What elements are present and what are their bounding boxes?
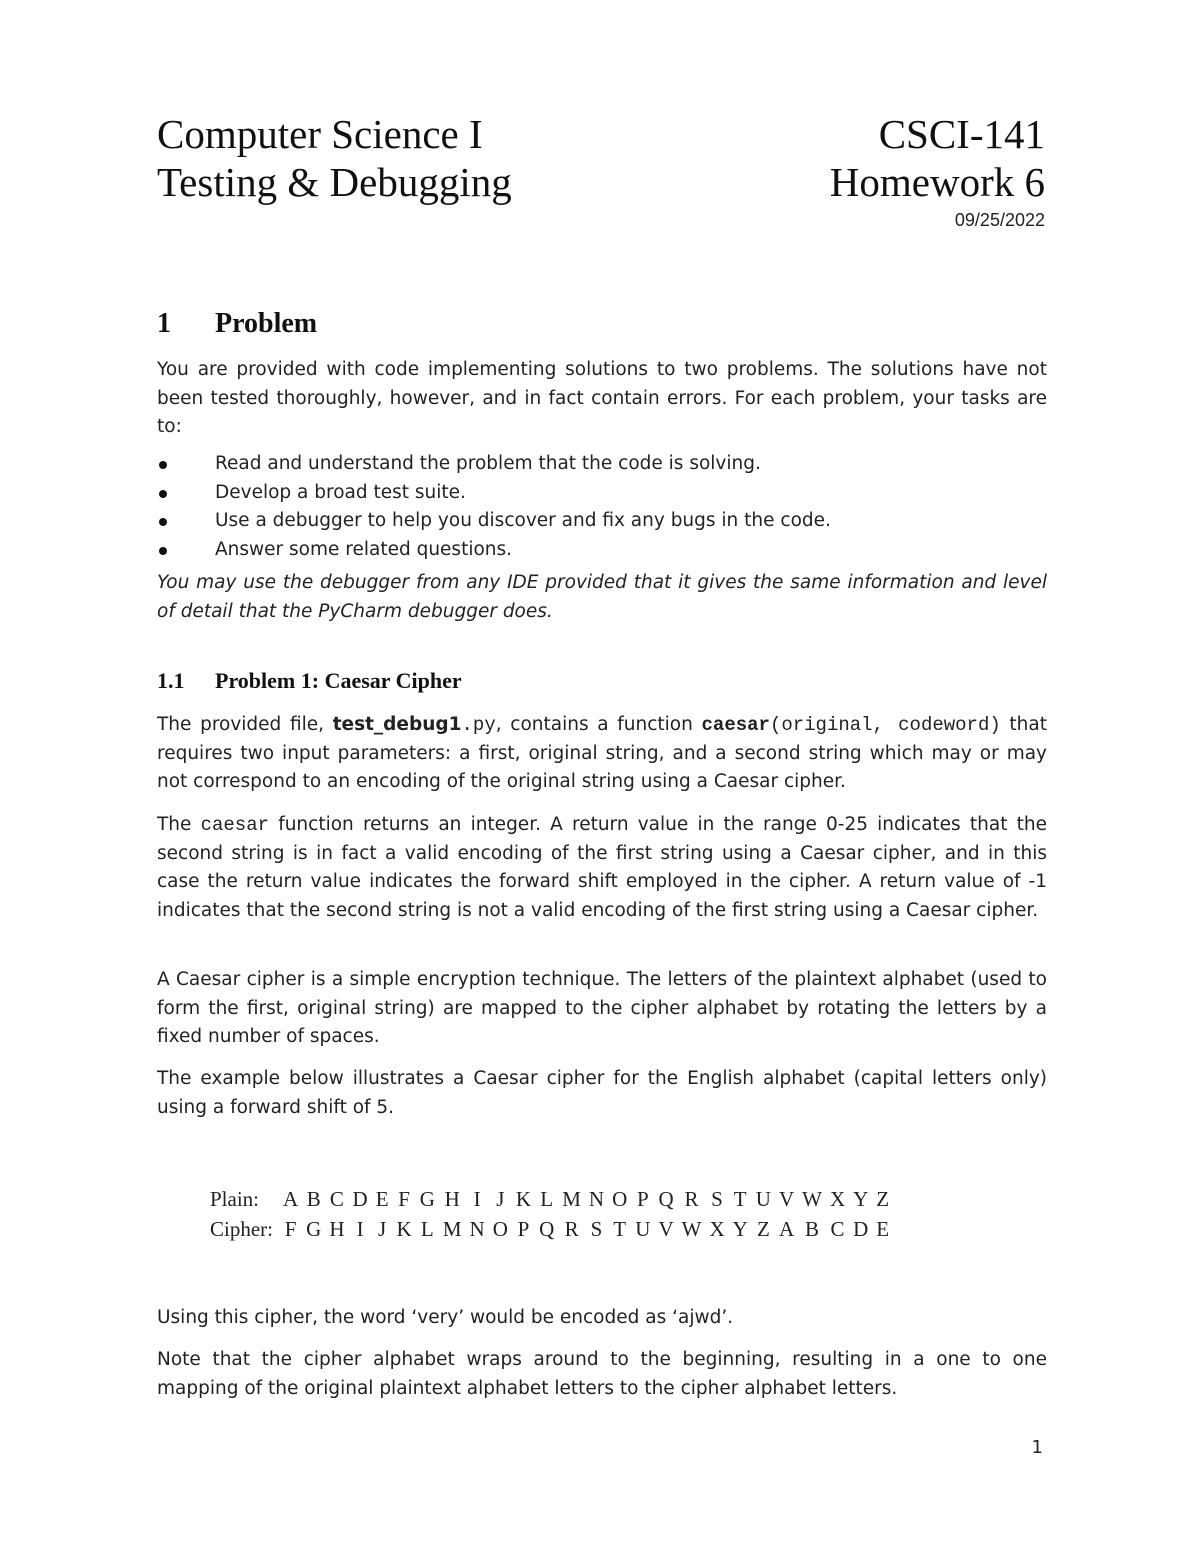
page-number: 1 [1031,1437,1043,1458]
plain-letter: X [829,1187,846,1211]
cipher-letter: T [613,1217,627,1241]
bullet-icon [159,461,167,469]
plain-letter: R [684,1187,699,1211]
plain-letter: Q [658,1187,674,1211]
course-code: CSCI-141 [878,111,1045,157]
cipher-letter: K [396,1217,412,1241]
list-item: Read and understand the problem that the code is solving. [157,450,1047,479]
caesar-paragraph-3: A Caesar cipher is a simple encryption technique. The letters of the plaintext alphabet (used to form the first, original string) are mapped to the cipher alphabet by rotating the letters by a fixed number of spaces. [157,969,1047,1047]
cipher-letter: R [564,1217,579,1241]
cipher-letter: B [805,1217,820,1241]
assignment-topic: Testing & Debugging [157,159,512,205]
cipher-letter: H [329,1217,345,1241]
plain-letter: V [778,1187,795,1211]
plain-letter: Y [853,1187,869,1211]
plain-letter: J [496,1187,505,1211]
plain-letter: B [306,1187,321,1211]
caesar-paragraph-6: Note that the cipher alphabet wraps around to the beginning, resulting in a one to one mapping of the original plaintext alphabet letters to the cipher alphabet letters. [157,1349,1047,1399]
cipher-row [210,1214,893,1244]
plain-letter: H [444,1187,460,1211]
assignment-name: Homework 6 [829,159,1045,205]
cipher-letter: I [356,1217,364,1241]
cipher-letter: F [284,1217,297,1241]
list-item: Develop a broad test suite. [157,479,1047,508]
caesar-paragraph-4: The example below illustrates a Caesar cipher for the English alphabet (capital letters only) using a forward shift of 5. [157,1068,1047,1118]
plain-letter: O [612,1187,628,1211]
task-list [157,450,1047,564]
course-title: Computer Science I [157,111,483,157]
plain-letter: T [733,1187,747,1211]
plain-label: Plain: [210,1187,260,1211]
plain-letter: W [802,1187,822,1211]
section-number: 1 [157,308,171,339]
cipher-letter: J [378,1217,387,1241]
cipher-letter: V [658,1217,674,1241]
plain-row [210,1184,893,1214]
plain-letter: C [329,1187,344,1211]
cipher-letter: L [420,1217,434,1241]
plain-letter: Z [876,1187,890,1211]
cipher-letter: M [442,1217,462,1241]
document-date: 09/25/2022 [954,210,1045,230]
plain-letter: D [352,1187,368,1211]
debugger-note: You may use the debugger from any IDE provided that it gives the same information and level of detail that the PyCharm debugger does. [157,572,1047,622]
plain-letter: P [637,1187,649,1211]
cipher-letter: Y [732,1217,748,1241]
plain-letter: U [755,1187,771,1211]
cipher-letter: A [778,1217,795,1241]
section-1-1-heading [157,668,462,694]
cipher-letter: E [876,1217,890,1241]
list-item: Use a debugger to help you discover and fix any bugs in the code. [157,507,1047,536]
cipher-letter: C [830,1217,845,1241]
plain-letter: E [375,1187,389,1211]
cipher-letter: U [635,1217,651,1241]
section-title: Problem [215,308,318,339]
caesar-paragraph-5: Using this cipher, the word ‘very’ would be encoded as ‘ajwd’. [157,1307,734,1328]
bullet-icon [159,490,167,498]
bullet-icon [159,547,167,555]
section-1-intro: You are provided with code implementing solutions to two problems. The solutions have not been tested thoroughly, however, and in fact contain errors. For each problem, your tasks are to: [157,359,1047,437]
cipher-letter: P [517,1217,530,1241]
caesar-paragraph-1: The provided file, test_debug1.py, contains a function caesar(original, codeword) that requires two input parameters: a first, original string, and a second string which may or may not correspond to an encoding of the original string using a Caesar cipher. [157,714,1048,792]
cipher-letter: Q [539,1217,555,1241]
plain-letter: N [588,1187,605,1211]
plain-letter: A [283,1187,299,1211]
cipher-letter: Z [756,1217,770,1241]
cipher-letter: O [492,1217,508,1241]
cipher-letter: D [853,1217,869,1241]
cipher-letter: N [469,1217,485,1241]
function-args: (original, codeword) [769,714,1001,736]
file-extension: .py [461,714,496,736]
plain-letter: M [562,1187,581,1211]
file-name: test_debug1 [332,714,462,735]
caesar-paragraph-2: The caesar function returns an integer. A return value in the range 0-25 indicates that the second string is in fact a valid encoding of the first string using a Caesar cipher, and in this case the return value indicates the forward shift employed in the cipher. A return value of -1 indicates that the second string is not a valid encoding of the first string using a Caesar cipher. [157,814,1047,921]
header-row-1 [157,110,1045,158]
cipher-table [210,1184,893,1244]
plain-letter: L [540,1187,554,1211]
cipher-letter: G [306,1217,322,1241]
subsection-number: 1.1 [157,668,185,693]
plain-letter: I [473,1187,481,1211]
bullet-icon [159,518,167,526]
function-name: caesar [701,714,770,736]
plain-letter: G [419,1187,435,1211]
cipher-letter: X [709,1217,725,1241]
section-1-heading [157,308,317,340]
cipher-letter: W [681,1217,702,1241]
plain-letter: F [398,1187,410,1211]
header-row-2 [157,158,1045,206]
list-item: Answer some related questions. [157,536,1047,565]
cipher-label: Cipher: [210,1217,273,1241]
cipher-letter: S [590,1217,603,1241]
function-name: caesar [200,814,270,836]
plain-letter: S [711,1187,723,1211]
plain-letter: K [515,1187,532,1211]
subsection-title: Problem 1: Caesar Cipher [215,668,462,693]
